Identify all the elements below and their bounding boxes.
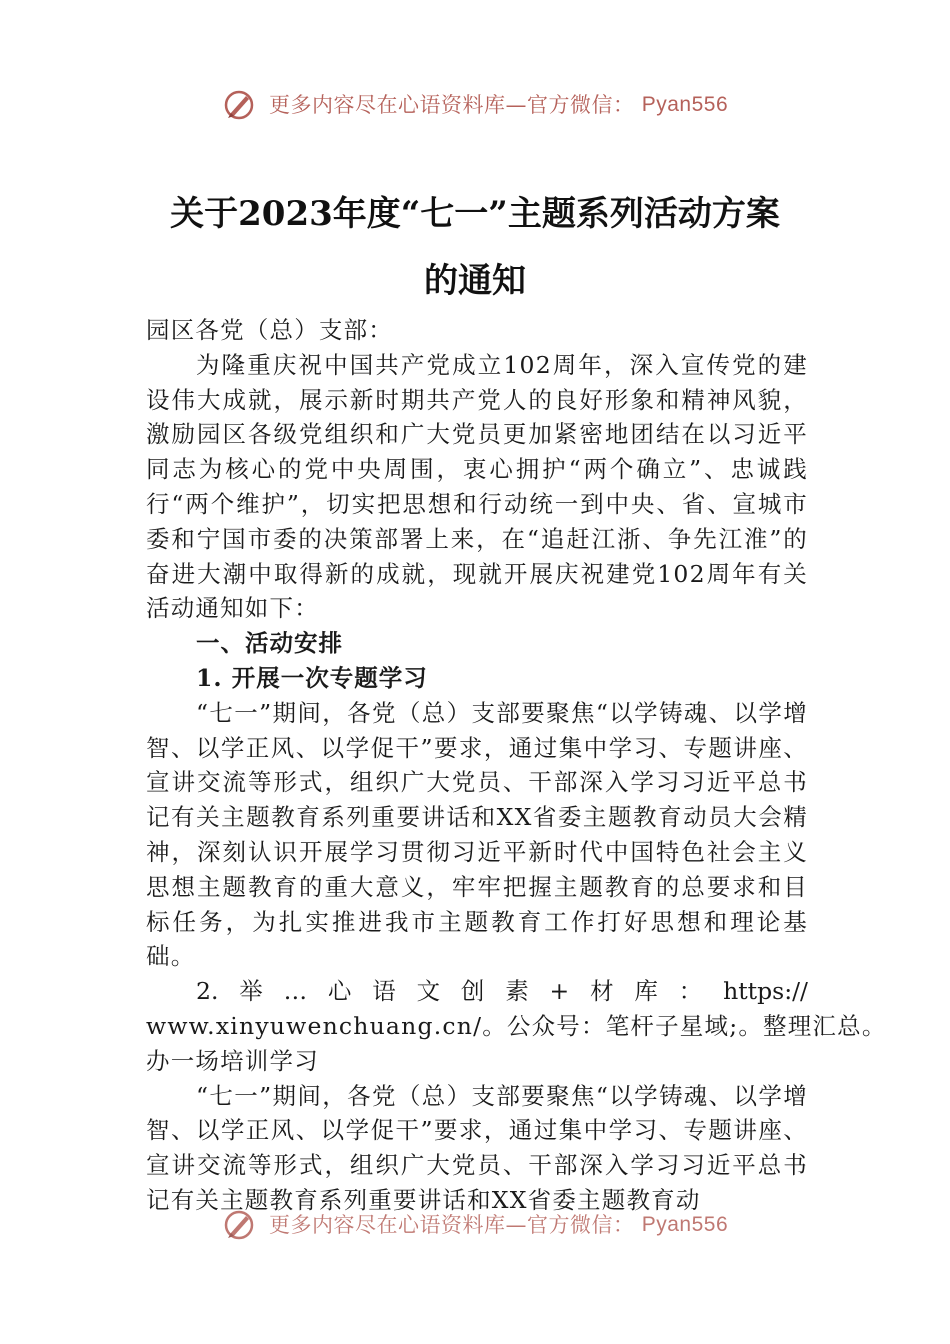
watermark-text: 更多内容尽在心语资料库—官方微信： xyxy=(269,1213,635,1237)
item-heading-1: 1. 开展一次专题学习 xyxy=(196,663,428,692)
spread-char: ： xyxy=(678,977,703,1006)
spread-char: 库 xyxy=(634,977,658,1006)
item-2-spread-line xyxy=(146,974,808,1009)
watermark-wechat-id: Pyan556 xyxy=(641,93,729,116)
spread-char: … xyxy=(283,977,308,1006)
pen-logo-icon xyxy=(222,1208,256,1242)
document-body xyxy=(146,313,887,1218)
spread-char: 2. xyxy=(196,977,219,1006)
spread-char: 心 xyxy=(327,977,352,1006)
spread-char: 文 xyxy=(416,977,441,1006)
item-2-url-line: www.xinyuwenchuang.cn/。公众号：笔杆子星域;。整理汇总。 xyxy=(146,1011,887,1040)
salutation: 园区各党（总）支部： xyxy=(146,316,393,344)
intro-paragraph: 为隆重庆祝中国共产党成立102周年，深入宣传党的建设伟大成就，展示新时期共产党人的良好形象和精神风貌，激励园区各级党组织和广大党员更加紧密地团结在以习近平同志为核心的党中央周围，衷心拥护“两个确立”、忠诚践行“两个维护”，切实把思想和行动统一到中央、省、宣城市委和宁国市委的决策部署上来，在“追赶江浙、争先江淮”的奋进大潮中取得新的成就，现就开展庆祝建党102周年有关活动通知如下： xyxy=(146,350,808,623)
watermark-banner-top xyxy=(0,86,950,122)
spread-char: 素 xyxy=(505,977,529,1006)
spread-char: 创 xyxy=(460,977,485,1006)
spread-url-prefix: https:// xyxy=(723,977,808,1006)
item-2-heading-tail: 办一场培训学习 xyxy=(146,1046,319,1075)
spread-char: 举 xyxy=(239,977,263,1006)
pen-logo-icon xyxy=(222,88,256,122)
spread-char: 材 xyxy=(590,977,614,1006)
watermark-wechat-id: Pyan556 xyxy=(641,1213,729,1236)
item-1-paragraph: “七一”期间，各党（总）支部要聚焦“以学铸魂、以学增智、以学正风、以学促干”要求，通过集中学习、专题讲座、宣讲交流等形式，组织广大党员、干部深入学习习近平总书记有关主题教育系列重要讲话和XX省委主题教育动员大会精神，深刻认识开展学习贯彻习近平新时代中国特色社会主义思想主题教育的重大意义，牢牢把握主题教育的总要求和目标任务，为扎实推进我市主题教育工作打好思想和理论基础。 xyxy=(146,698,808,971)
document-title-line2: 的通知 xyxy=(424,261,526,301)
watermark-text: 更多内容尽在心语资料库—官方微信： xyxy=(269,93,635,117)
item-2-paragraph: “七一”期间，各党（总）支部要聚焦“以学铸魂、以学增智、以学正风、以学促干”要求，通过集中学习、专题讲座、宣讲交流等形式，组织广大党员、干部深入学习习近平总书记有关主题教育系列重要讲话和XX省委主题教育动 xyxy=(146,1081,808,1214)
spread-char: 语 xyxy=(372,977,396,1006)
watermark-banner-bottom xyxy=(0,1206,950,1242)
section-heading-1: 一、活动安排 xyxy=(196,629,343,658)
document-title-line1: 关于2023年度“七一”主题系列活动方案 xyxy=(170,194,780,234)
spread-char: + xyxy=(549,977,570,1006)
